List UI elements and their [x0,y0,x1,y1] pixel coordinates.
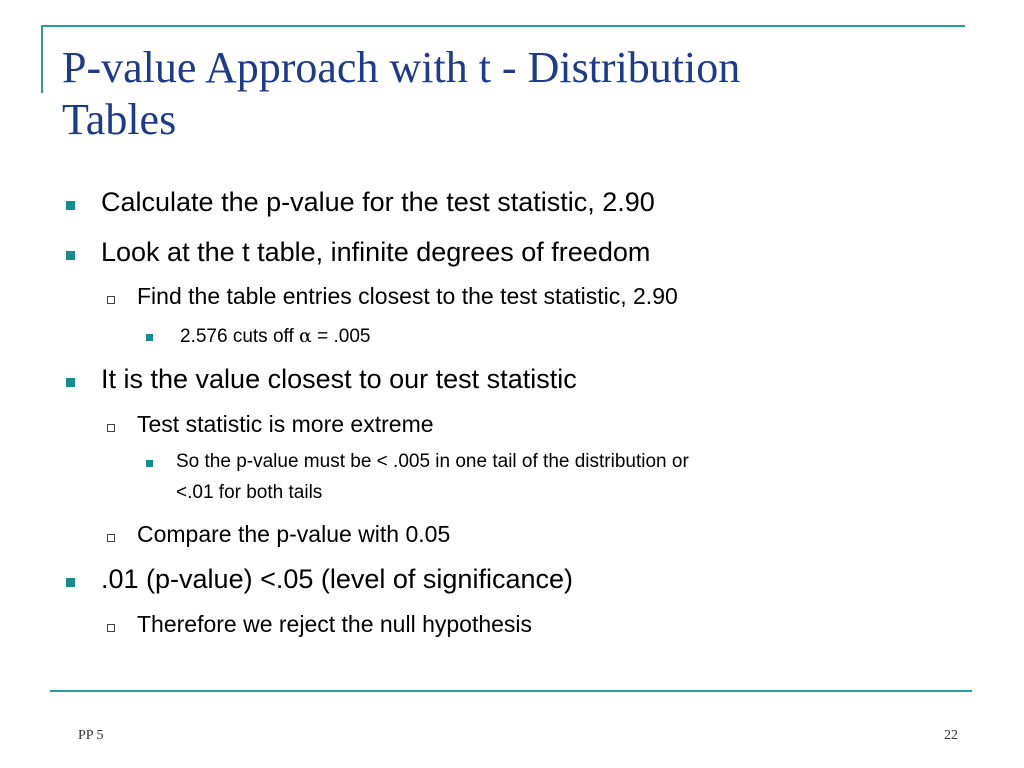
frame-top-border [41,25,965,27]
title-line-2: Tables [62,95,177,144]
square-bullet-icon [66,578,75,587]
hollow-square-bullet-icon [107,534,115,542]
footer-label: PP 5 [78,728,104,743]
bullet-item: It is the value closest to our test statistic [101,364,577,394]
sub-bullet-item: Find the table entries closest to the test statistic, 2.90 [137,283,678,309]
bullet-item: .01 (p-value) <.05 (level of significance) [101,564,573,594]
square-bullet-icon [66,378,75,387]
bullet-item: Calculate the p-value for the test statistic, 2.90 [101,187,655,217]
hollow-square-bullet-icon [107,424,115,432]
frame-left-border [41,25,43,93]
bullet-text: 2.576 cuts off [180,326,294,347]
sub-sub-bullet-item [180,325,371,348]
footer-divider [50,690,972,692]
square-bullet-icon [146,460,153,467]
slide-title [62,42,962,146]
slide-number: 22 [944,728,958,743]
sub-bullet-item: Test statistic is more extreme [137,411,434,437]
bullet-text: = .005 [317,326,371,347]
square-bullet-icon [66,201,75,210]
sub-bullet-item: Therefore we reject the null hypothesis [137,611,533,637]
square-bullet-icon [146,334,153,341]
hollow-square-bullet-icon [107,624,115,632]
title-line-1: P-value Approach with t - Distribution [62,43,741,92]
sub-bullet-item: Compare the p-value with 0.05 [137,521,451,547]
alpha-symbol: α [299,325,312,347]
hollow-square-bullet-icon [107,296,115,304]
sub-sub-bullet-continuation: <.01 for both tails [176,482,323,503]
sub-sub-bullet-item: So the p-value must be < .005 in one tail of the distribution or [176,451,689,472]
square-bullet-icon [66,251,75,260]
bullet-item: Look at the t table, infinite degrees of freedom [101,237,651,267]
